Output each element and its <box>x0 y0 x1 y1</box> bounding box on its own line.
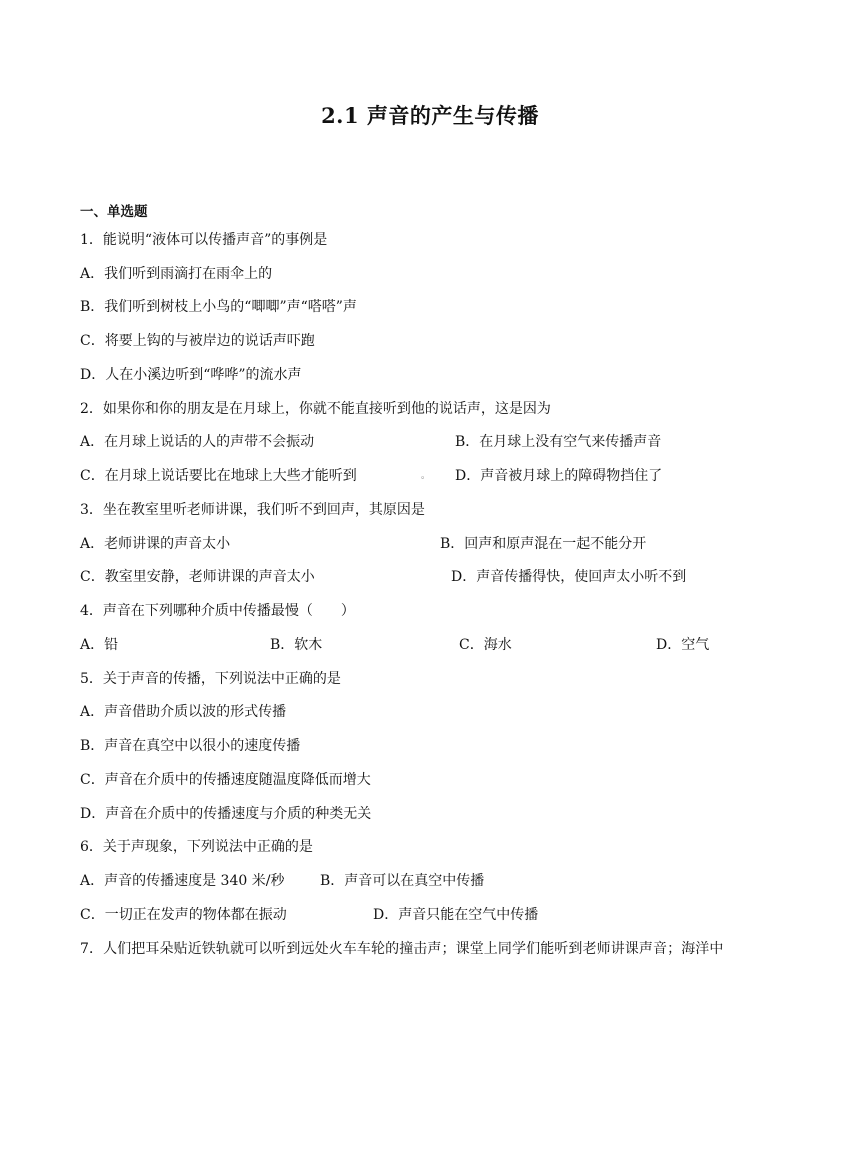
question-6-stem: 6．关于声现象，下列说法中正确的是 <box>80 839 313 855</box>
question-6-option-d: D．声音只能在空气中传播 <box>373 907 539 923</box>
question-4-stem: 4．声音在下列哪种介质中传播最慢（ ） <box>80 603 355 619</box>
question-5-option-a: A．声音借助介质以波的形式传播 <box>80 704 287 720</box>
question-1-option-c: C．将要上钩的与被岸边的说话声吓跑 <box>80 333 315 349</box>
question-6-option-c: C．一切正在发声的物体都在振动 <box>80 907 287 923</box>
question-4-option-b: B．软木 <box>270 637 323 653</box>
question-1-option-d: D．人在小溪边听到“哗哗”的流水声 <box>80 367 302 383</box>
question-5-stem: 5．关于声音的传播，下列说法中正确的是 <box>80 671 341 687</box>
question-2-option-a: A．在月球上说话的人的声带不会振动 <box>80 434 315 450</box>
question-7-stem: 7．人们把耳朵贴近铁轨就可以听到远处火车车轮的撞击声；课堂上同学们能听到老师讲课声音；海洋中 <box>80 941 724 957</box>
question-1-option-a: A．我们听到雨滴打在雨伞上的 <box>80 266 273 282</box>
question-1-stem: 1．能说明“液体可以传播声音”的事例是 <box>80 232 328 248</box>
question-5-option-c: C．声音在介质中的传播速度随温度降低而增大 <box>80 772 371 788</box>
question-2-option-c: C．在月球上说话要比在地球上大些才能听到 <box>80 468 357 484</box>
question-2-stem: 2．如果你和你的朋友是在月球上，你就不能直接听到他的说话声，这是因为 <box>80 401 551 417</box>
question-4-option-d: D．空气 <box>656 637 710 653</box>
question-4-option-a: A．铅 <box>80 637 119 653</box>
question-5-option-b: B．声音在真空中以很小的速度传播 <box>80 738 301 754</box>
question-1-option-b: B．我们听到树枝上小鸟的“唧唧”声“嗒嗒”声 <box>80 299 357 315</box>
question-2-option-b: B．在月球上没有空气来传播声音 <box>455 434 662 450</box>
question-4-option-c: C．海水 <box>459 637 512 653</box>
question-5-option-d: D．声音在介质中的传播速度与介质的种类无关 <box>80 806 372 822</box>
question-3-stem: 3．坐在教室里听老师讲课，我们听不到回声，其原因是 <box>80 502 425 518</box>
question-3-option-a: A．老师讲课的声音太小 <box>80 536 231 552</box>
question-2-option-d: D．声音被月球上的障碍物挡住了 <box>455 468 663 484</box>
stray-mark: 。 <box>421 471 431 481</box>
question-3-option-b: B．回声和原声混在一起不能分开 <box>440 536 647 552</box>
section-heading: 一、单选题 <box>80 204 148 220</box>
question-3-option-d: D．声音传播得快，使回声太小听不到 <box>451 569 687 585</box>
question-3-option-c: C．教室里安静，老师讲课的声音太小 <box>80 569 315 585</box>
question-6-option-a: A．声音的传播速度是 340 米/秒 <box>80 873 285 889</box>
question-6-option-b: B．声音可以在真空中传播 <box>320 873 485 889</box>
page-title: 2.1 声音的产生与传播 <box>321 103 539 128</box>
